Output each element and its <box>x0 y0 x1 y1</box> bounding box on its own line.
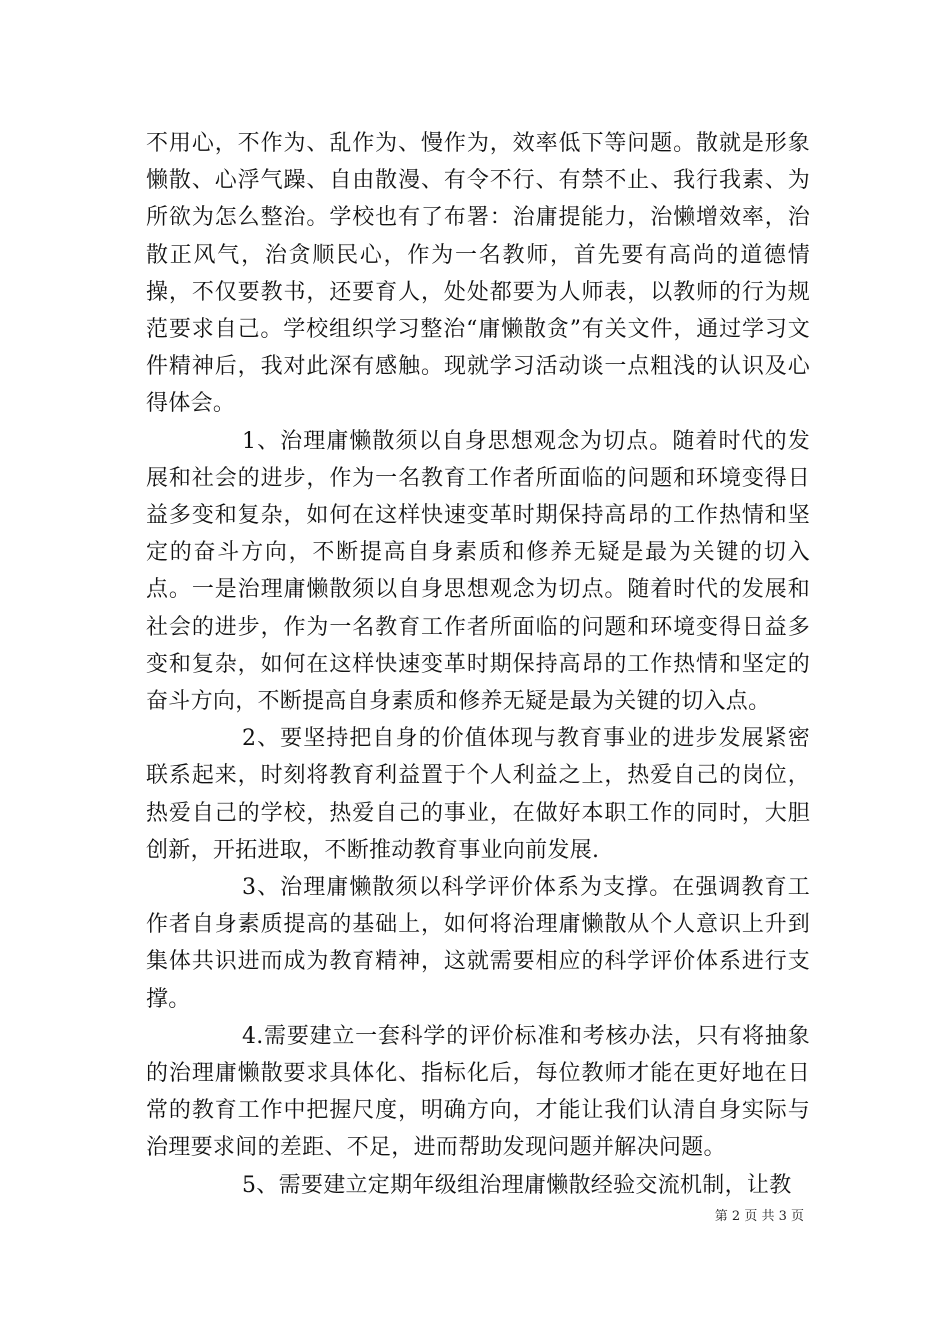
page-number-footer: 第 2 页 共 3 页 <box>714 1209 804 1224</box>
paragraph-point-5: 5、需要建立定期年级组治理庸懒散经验交流机制，让教 <box>242 1172 792 1198</box>
body-text <box>146 125 810 1204</box>
paragraph-point-4: 4.需要建立一套科学的评价标准和考核办法，只有将抽象的治理庸懒散要求具体化、指标化后，每位教师才能在更好地在日常的教育工作中把握尺度，明确方向，才能让我们认清自身实际与治理要求间的差距、不足，进而帮助发现问题并解决问题。 <box>146 1023 810 1161</box>
paragraph-point-2: 2、要坚持把自身的价值体现与教育事业的进步发展紧密联系起来，时刻将教育利益置于个人利益之上，热爱自己的岗位，热爱自己的学校，热爱自己的事业，在做好本职工作的同时，大胆创新，开拓进取，不断推动教育事业向前发展. <box>146 726 810 863</box>
paragraph-intro-continuation: 不用心，不作为、乱作为、慢作为，效率低下等问题。散就是形象懒散、心浮气躁、自由散漫、有令不行、有禁不止、我行我素、为所欲为怎么整治。学校也有了布署：治庸提能力，治懒增效率，治散正风气，治贪顺民心，作为一名教师，首先要有高尚的道德情操，不仅要教书，还要育人，处处都要为人师表，以教师的行为规范要求自己。学校组织学习整治“庸懒散贪”有关文件，通过学习文件精神后，我对此深有感触。现就学习活动谈一点粗浅的认识及心得体会。 <box>146 131 810 417</box>
paragraph-point-3: 3、治理庸懒散须以科学评价体系为支撑。在强调教育工作者自身素质提高的基础上，如何将治理庸懒散从个人意识上升到集体共识进而成为教育精神，这就需要相应的科学评价体系进行支撑。 <box>146 875 810 1012</box>
paragraph-point-1: 1、治理庸懒散须以自身思想观念为切点。随着时代的发展和社会的进步，作为一名教育工作者所面临的问题和环境变得日益多变和复杂，如何在这样快速变革时期保持高昂的工作热情和坚定的奋斗方向，不断提高自身素质和修养无疑是最为关键的切入点。一是治理庸懒散须以自身思想观念为切点。随着时代的发展和社会的进步，作为一名教育工作者所面临的问题和环境变得日益多变和复杂，如何在这样快速变革时期保持高昂的工作热情和坚定的奋斗方向，不断提高自身素质和修养无疑是最为关键的切入点。 <box>146 428 810 715</box>
